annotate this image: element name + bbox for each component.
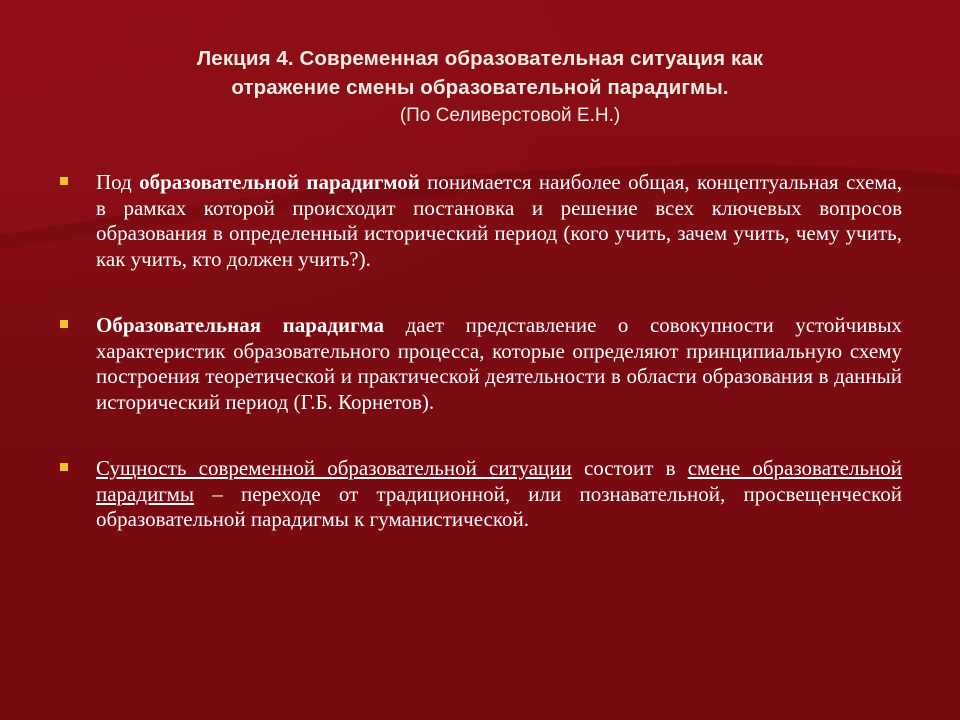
square-bullet-icon — [60, 320, 68, 328]
bullet-term-underlined: смене образовательной парадигмы — [96, 456, 902, 506]
bullet-text — [96, 456, 902, 533]
bullet-text — [96, 170, 902, 272]
slide-title-line-2: отражение смены образовательной парадигмы. — [231, 76, 729, 99]
slide-subtitle: (По Селиверстовой Е.Н.) — [399, 105, 621, 126]
bullet-term-underlined: Сущность современной образовательной ситуации — [96, 456, 572, 480]
bullet-text-lead: Под — [96, 170, 140, 194]
square-bullet-icon — [60, 463, 68, 471]
bullet-text-rest: – переходе от традиционной, или познавательной, просвещенческой образовательной парадигмы к гуманистической. — [96, 481, 902, 531]
bullet-list — [60, 170, 902, 574]
bullet-text — [96, 313, 902, 415]
bullet-item-paradigm-definition — [60, 170, 902, 272]
bullet-text-rest: понимается наиболее общая, концептуальная схема, в рамках которой происходит постановка и решение всех ключевых вопросов образования в определенный исторический период (кого учить, зачем учить, чему учить, как учить, кто должен учить?). — [96, 170, 902, 271]
bullet-text-mid: состоит в — [571, 456, 688, 480]
bullet-text-rest: дает представление о совокупности устойчивых характеристик образовательного процесса, которые определяют принципиальную схему построения теоретической и практической деятельности в области образования в данный исторический период (Г.Б. Корнетов). — [96, 313, 902, 414]
square-bullet-icon — [60, 177, 68, 185]
slide-header — [60, 44, 900, 130]
slide-title-line-1: Лекция 4. Современная образовательная ситуация как — [196, 47, 764, 70]
bullet-item-paradigm-shift — [60, 456, 902, 533]
bullet-term-bold: Образовательная парадигма — [96, 313, 385, 337]
bullet-term-bold: образовательной парадигмой — [139, 170, 420, 194]
bullet-item-paradigm-characteristics — [60, 313, 902, 415]
